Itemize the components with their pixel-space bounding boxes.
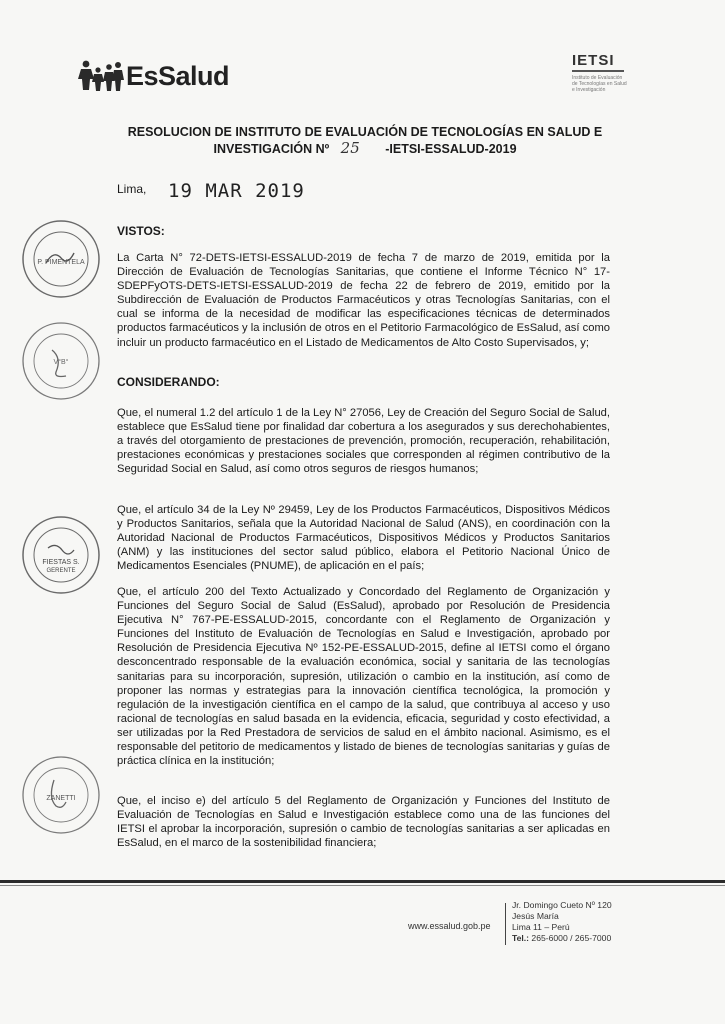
phone-label: Tel.:: [512, 933, 530, 943]
essalud-logo: [78, 52, 229, 92]
title-prefix: INVESTIGACIÓN Nº: [213, 142, 330, 156]
address-line-1: Jr. Domingo Cueto Nº 120: [512, 900, 612, 910]
footer-separator: [505, 903, 506, 945]
ietsi-subtitle-3: e Investigación: [572, 87, 606, 93]
official-seal-icon: [20, 320, 102, 402]
address-line-3: Lima 11 – Perú: [512, 922, 570, 932]
footer-rule-thin: [0, 885, 725, 886]
official-seal-icon: [20, 754, 102, 836]
seal-1: [20, 218, 102, 305]
ietsi-subtitle-2: de Tecnologías en Salud: [572, 81, 627, 87]
official-seal-icon: [20, 514, 102, 596]
resolution-title: [110, 124, 620, 157]
title-line-2: [110, 140, 620, 157]
footer-website[interactable]: www.essalud.gob.pe: [408, 921, 491, 931]
footer-rule: [0, 880, 725, 883]
seal-2: [20, 320, 102, 407]
seal-2-name: V°B°: [53, 359, 69, 366]
ietsi-logo: [572, 52, 642, 93]
paragraph-2: Que, el artículo 34 de la Ley Nº 29459, Ley de los Productos Farmacéuticos, Dispositivos Médicos y Productos Sanitarios, señala que la Autoridad Nacional de Salud (ANS), en coordinación con la Autoridad Nacional de Productos Farmacéuticos, Dispositivos Médicos y Productos Sanitarios (ANM) y las instituciones del sector salud público, elabora el Petitorio Nacional Único de Medicamentos Esenciales (PNUME), de aplicación en el país;: [117, 504, 610, 573]
address-phone: [512, 933, 612, 944]
family-icon: [78, 58, 124, 92]
seal-4: [20, 754, 102, 841]
seal-3-role: GERENTE: [46, 568, 76, 574]
title-suffix: -IETSI-ESSALUD-2019: [385, 142, 517, 156]
paragraph-1: Que, el numeral 1.2 del artículo 1 de la Ley N° 27056, Ley de Creación del Seguro Social de Salud, establece que EsSalud tiene por finalidad dar cobertura a los asegurados y sus derechohabientes, a través del otorgamiento de prestaciones de prevención, promoción, recuperación, rehabilitación, prestaciones económicas y prestaciones sociales que corresponden al régimen contributivo de la Seguridad Social en Salud, así como otros seguros de riesgos humanos;: [117, 407, 610, 476]
address-line-2: Jesús María: [512, 911, 559, 921]
seal-3-name: FIESTAS S.: [42, 559, 80, 566]
ietsi-logo-rule: [572, 70, 624, 72]
official-seal-icon: [20, 218, 102, 300]
seal-4-name: ZANETTI: [46, 795, 76, 802]
date-label: Lima,: [117, 182, 147, 196]
vistos-heading: VISTOS:: [117, 224, 165, 238]
vistos-paragraph: La Carta N° 72-DETS-IETSI-ESSALUD-2019 de fecha 7 de marzo de 2019, emitida por la Dirección de Evaluación de Tecnologías Sanitarias, que contiene el Informe Técnico N° 17-SDEPFyOTS-DETS-IETSI-ESSALUD-2019 de fecha 22 de febrero de 2019, emitido por la Subdirección de Evaluación de Productos Farmacéuticos y otras Tecnologías Sanitarias, con el cual se informa de la necesidad de modificar las especificaciones técnicas de determinados productos farmacéuticos y la inclusión de otros en el Petitorio Farmacológico de EsSalud, así como incluir un producto farmacéutico en el Listado de Medicamentos de Alto Costo Supervisados, y;: [117, 252, 610, 349]
resolution-number: 25: [340, 139, 360, 157]
paragraph-3: Que, el artículo 200 del Texto Actualizado y Concordado del Reglamento de Organización y Funciones del Seguro Social de Salud (EsSalud), aprobado por Resolución de Presidencia Ejecutiva N° 767-PE-ESSALUD-2015, concordante con el Reglamento de Organización y Funciones del Instituto de Evaluación de Tecnologías en Salud e Investigación, aprobado por Resolución de Presidencia Ejecutiva Nº 152-PE-ESSALUD-2015, define al IETSI como el órgano desconcentrado responsable de la evaluación económica, social y sanitaria de las tecnologías sanitarias para su incorporación, supresión, utilización o cambio en la institución, así como de proponer las normas y estrategias para la innovación científica tecnológica, la promoción y regulación de la investigación científica en el campo de la salud, que contribuya al acceso y uso racional de tecnologías en salud basada en la evidencia, eficacia, seguridad y costo efectividad, a ser utilizadas por la Red Prestadora de servicios de salud en el ámbito nacional. Asimismo, es el responsable del petitorio de medicamentos y listado de bienes de tecnologías sanitarias y guías de práctica clínica en la institución;: [117, 586, 610, 768]
footer-address: [512, 900, 612, 944]
ietsi-logo-text: IETSI: [572, 52, 615, 69]
date-stamp: 19 MAR 2019: [168, 180, 305, 202]
title-line-1: RESOLUCION DE INSTITUTO DE EVALUACIÓN DE TECNOLOGÍAS EN SALUD E: [127, 125, 603, 139]
considerando-heading: CONSIDERANDO:: [117, 375, 220, 389]
essalud-logo-text: EsSalud: [126, 61, 230, 91]
seal-1-name: P. PIMENTELA: [37, 259, 85, 266]
seal-3: [20, 514, 102, 601]
phone-number: 265-6000 / 265-7000: [531, 933, 612, 943]
ietsi-subtitle-1: Instituto de Evaluación: [572, 75, 623, 81]
paragraph-4: Que, el inciso e) del artículo 5 del Reglamento de Organización y Funciones del Instituto de Evaluación de Tecnologías en Salud e Investigación establece como una de las funciones del IETSI el aprobar la incorporación, supresión o cambio de tecnologías sanitarias a ser aplicadas en EsSalud, en el marco de la sostenibilidad financiera;: [117, 795, 610, 850]
